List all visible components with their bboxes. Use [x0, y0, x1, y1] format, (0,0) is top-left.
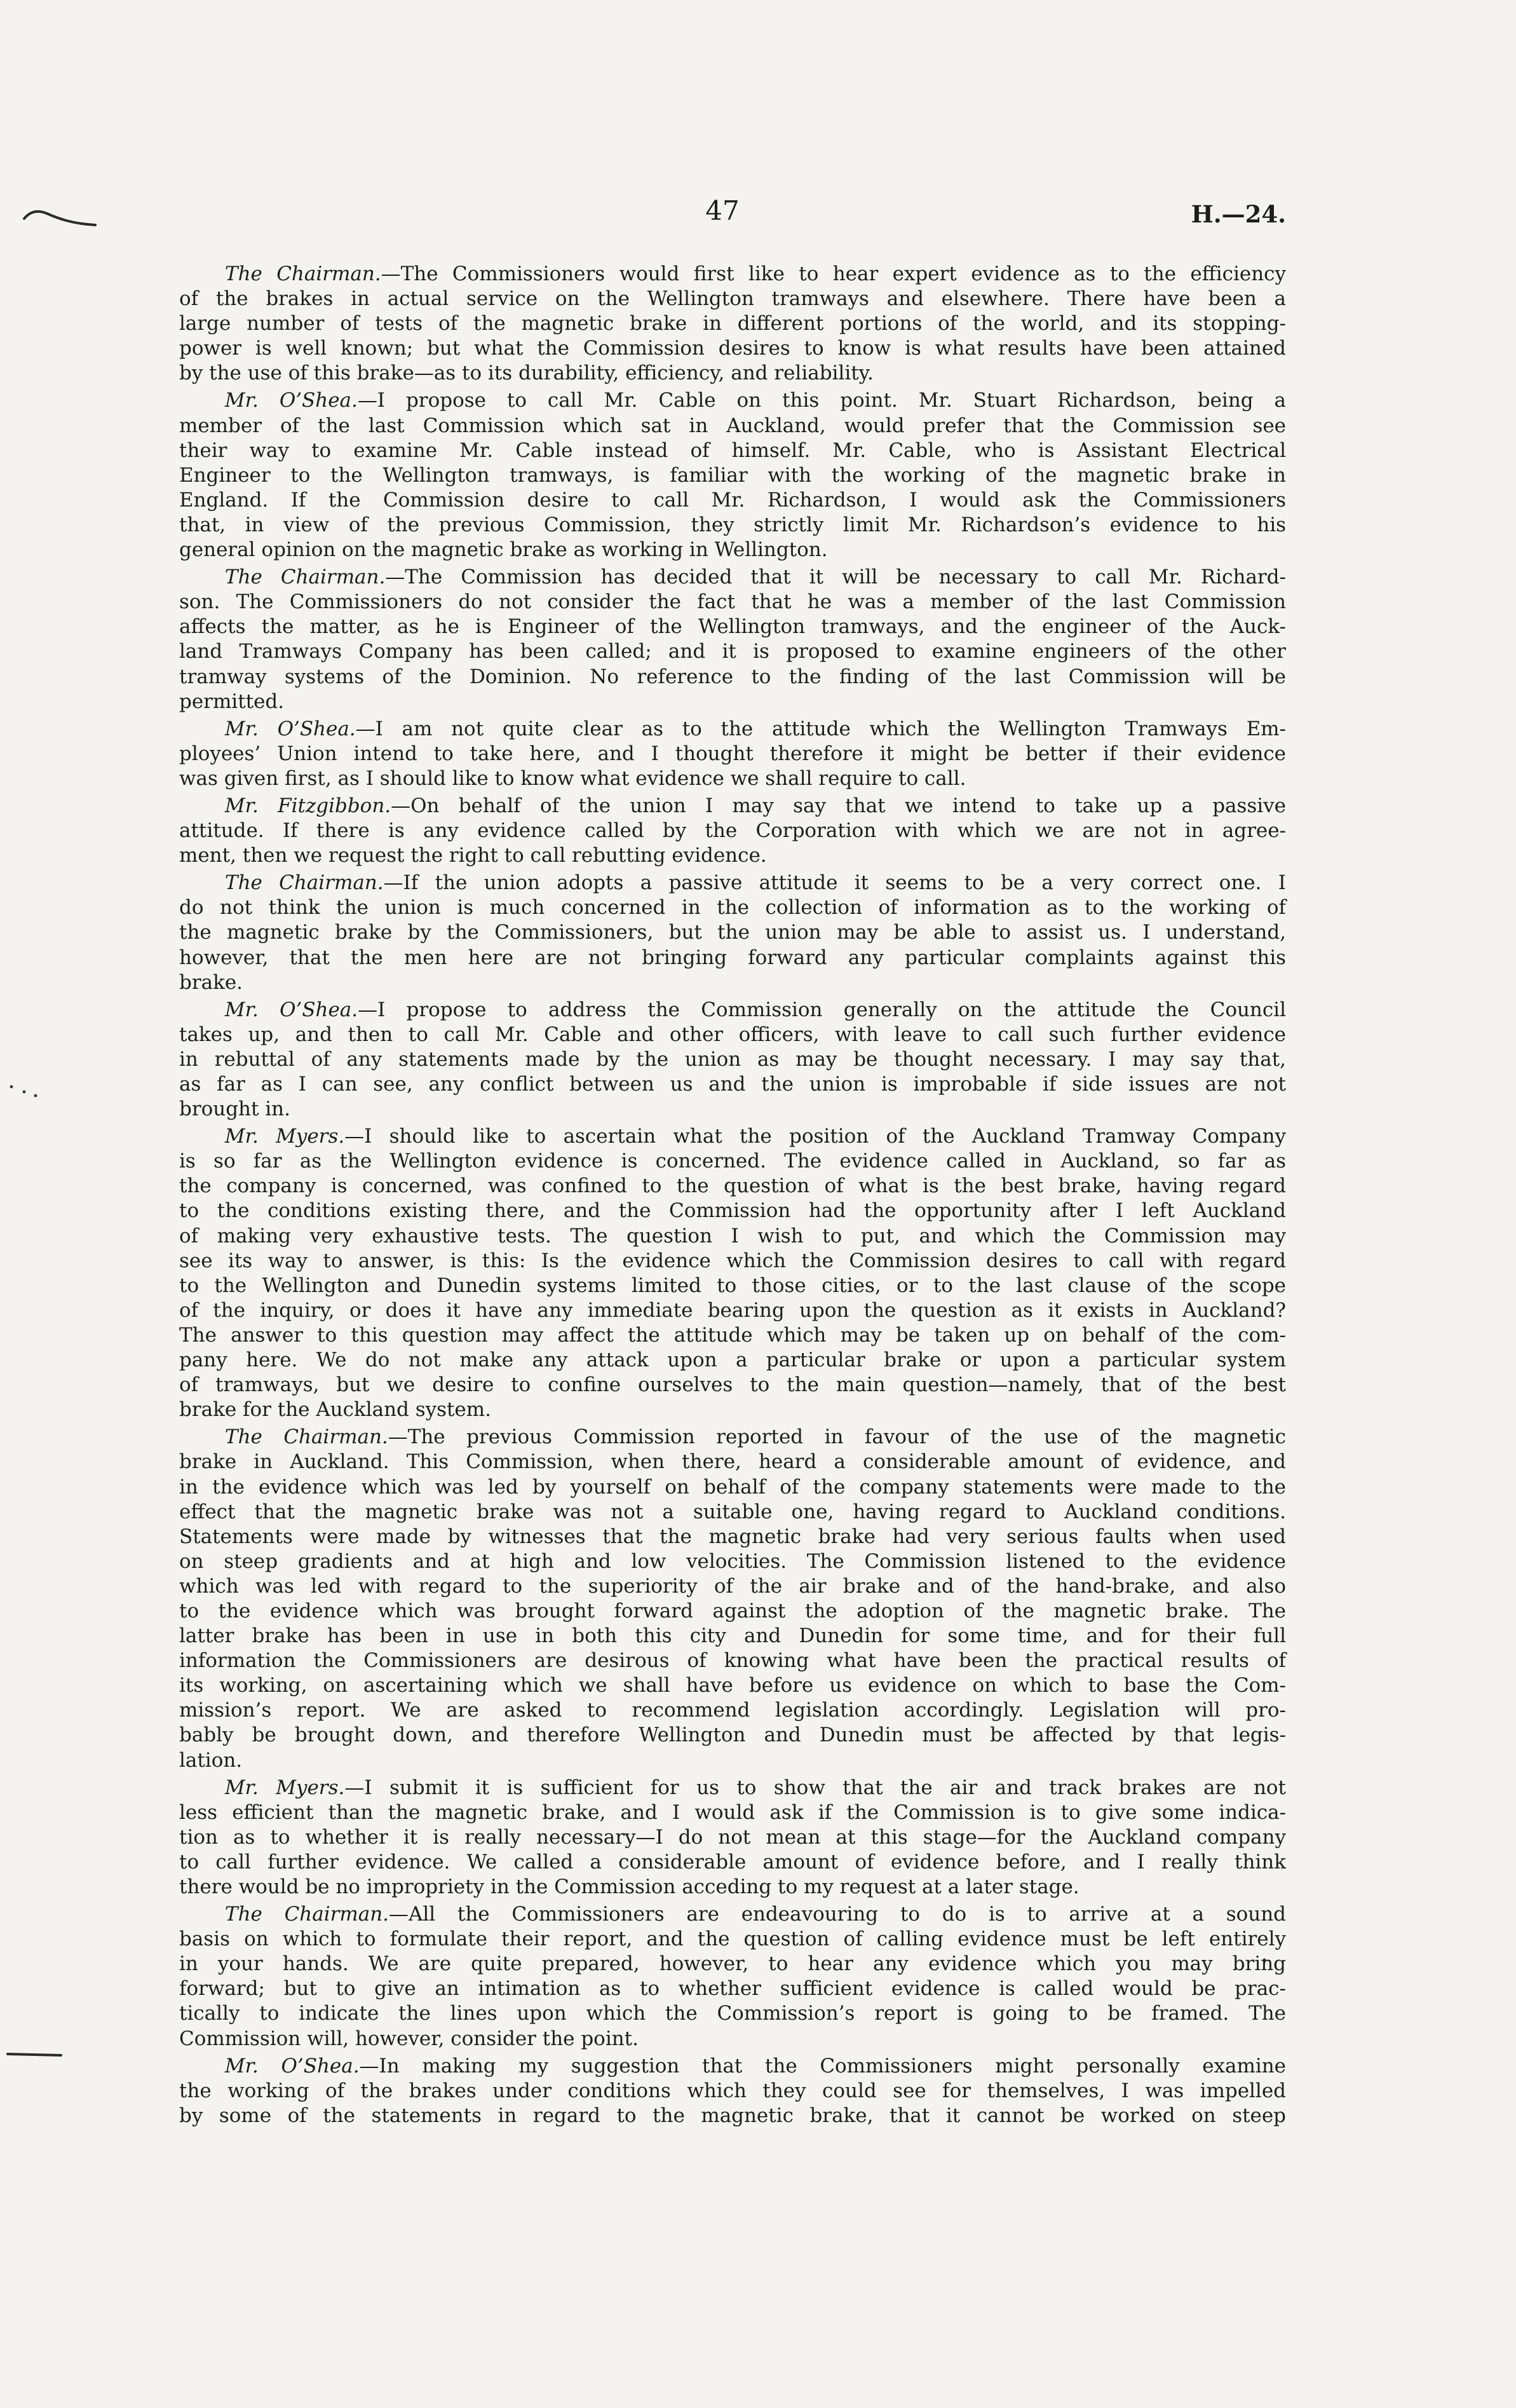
- text-line: large number of tests of the magnetic brake in different portions of the world, and its stopping-: [179, 312, 1286, 336]
- text-line: by the use of this brake—as to its durability, efficiency, and reliability.: [179, 362, 874, 385]
- text-line: land Tramways Company has been called; and it is proposed to examine engineers of the other: [179, 640, 1286, 663]
- text-line: England. If the Commission desire to call Mr. Richardson, I would ask the Commissioners: [179, 488, 1286, 512]
- text-line: less efficient than the magnetic brake, and I would ask if the Commission is to give some indica-: [179, 1800, 1286, 1824]
- speech-paragraph: [179, 565, 1286, 714]
- text-line: son. The Commissioners do not consider the fact that he was a member of the last Commission: [179, 590, 1286, 614]
- line-text: —I propose to address the Commission generally on the attitude the Council: [358, 998, 1286, 1021]
- line-text: —On behalf of the union I may say that we intend to take up a passive: [391, 794, 1286, 817]
- speaker-name: Mr. Myers.: [224, 1125, 345, 1148]
- speech-paragraph: [179, 262, 1286, 386]
- text-line: [179, 388, 1286, 413]
- text-line: to the evidence which was brought forward against the adoption of the magnetic brake. The: [179, 1599, 1286, 1622]
- speaker-name: Mr. Fitzgibbon.: [224, 794, 391, 817]
- text-line: of the brakes in actual service on the Wellington tramways and elsewhere. There have been a: [179, 287, 1286, 311]
- text-line: information the Commissioners are desirous of knowing what have been the practical results of: [179, 1649, 1286, 1673]
- speech-paragraph: [179, 2054, 1286, 2128]
- speaker-name: The Chairman.: [224, 262, 381, 285]
- text-line: Statements were made by witnesses that the magnetic brake had very serious faults when used: [179, 1525, 1286, 1548]
- text-line: pany here. We do not make any attack upon a particular brake or upon a particular system: [179, 1349, 1286, 1372]
- text-line: brake in Auckland. This Commission, when there, heard a considerable amount of evidence, and: [179, 1450, 1286, 1474]
- speaker-name: Mr. O’Shea.: [224, 389, 358, 412]
- text-line: [179, 262, 1286, 287]
- text-line: Engineer to the Wellington tramways, is familiar with the working of the magnetic brake in: [179, 463, 1286, 487]
- text-line: in the evidence which was led by yourself on behalf of the company statements were made to the: [179, 1475, 1286, 1499]
- text-line: forward; but to give an intimation as to whether sufficient evidence is called would be prac-: [179, 1977, 1286, 2001]
- text-line: basis on which to formulate their report, and the question of calling evidence must be left entirely: [179, 1928, 1286, 1951]
- text-line: The answer to this question may affect the attitude which may be taken up on behalf of the com-: [179, 1323, 1286, 1347]
- text-line: affects the matter, as he is Engineer of the Wellington tramways, and the engineer of the Auck-: [179, 615, 1286, 639]
- text-line: tically to indicate the lines upon which the Commission’s report is going to be framed. The: [179, 2002, 1286, 2025]
- speech-paragraph: [179, 388, 1286, 562]
- speech-paragraph: [179, 1776, 1286, 1900]
- speaker-name: Mr. O’Shea.: [224, 2054, 360, 2078]
- text-line: see its way to answer, is this: Is the evidence which the Commission desires to call with regard: [179, 1249, 1286, 1272]
- text-line: [179, 2054, 1286, 2079]
- text-line: in your hands. We are quite prepared, however, to hear any evidence which you may bring: [179, 1952, 1286, 1976]
- text-line: lation.: [179, 1748, 243, 1772]
- margin-mark: [5, 1080, 43, 1106]
- speaker-name: The Chairman.: [224, 871, 384, 895]
- text-line: to call further evidence. We called a considerable amount of evidence before, and I really think: [179, 1850, 1286, 1874]
- text-line: [179, 794, 1286, 819]
- speech-paragraph: [179, 1425, 1286, 1772]
- speech-paragraph: [179, 998, 1286, 1122]
- text-line: brought in.: [179, 1098, 290, 1121]
- text-line: [179, 1425, 1286, 1450]
- text-line: by some of the statements in regard to the magnetic brake, that it cannot be worked on steep: [179, 2104, 1286, 2127]
- text-line: their way to examine Mr. Cable instead of himself. Mr. Cable, who is Assistant Electrical: [179, 439, 1286, 462]
- margin-mark: [22, 202, 98, 234]
- line-text: —The Commission has decided that it will be necessary to call Mr. Richard-: [385, 566, 1286, 589]
- text-line: permitted.: [179, 690, 285, 713]
- text-line: to the Wellington and Dunedin systems limited to those cities, or to the last clause of the scope: [179, 1274, 1286, 1297]
- text-line: ployees’ Union intend to take here, and I thought therefore it might be better if their evidence: [179, 742, 1286, 765]
- line-text: —I propose to call Mr. Cable on this point. Mr. Stuart Richardson, being a: [357, 389, 1287, 412]
- text-line: [179, 1776, 1286, 1800]
- text-line: the working of the brakes under conditions which they could see for themselves, I was impelled: [179, 2079, 1286, 2102]
- text-line: is so far as the Wellington evidence is concerned. The evidence called in Auckland, so far as: [179, 1150, 1286, 1173]
- speaker-name: Mr. O’Shea.: [224, 998, 358, 1021]
- text-line: tion as to whether it is really necessary—I do not mean at this stage—for the Auckland company: [179, 1825, 1286, 1849]
- text-line: do not think the union is much concerned in the collection of information as to the working of: [179, 896, 1286, 920]
- text-line: takes up, and then to call Mr. Cable and other officers, with leave to call such further evidence: [179, 1023, 1286, 1046]
- text-line: of tramways, but we desire to confine ourselves to the main question—namely, that of the best: [179, 1373, 1286, 1397]
- line-text: —I should like to ascertain what the position of the Auckland Tramway Company: [344, 1125, 1287, 1148]
- text-line: which was led with regard to the superiority of the air brake and of the hand-brake, and also: [179, 1574, 1286, 1598]
- speaker-name: The Chairman.: [224, 1903, 389, 1926]
- text-line: power is well known; but what the Commission desires to know is what results have been attained: [179, 337, 1286, 360]
- margin-mark: [6, 2048, 64, 2060]
- text-line: of making very exhaustive tests. The question I wish to put, and which the Commission may: [179, 1224, 1286, 1248]
- speech-paragraph: [179, 717, 1286, 791]
- line-text: —All the Commissioners are endeavouring to do is to arrive at a sound: [389, 1903, 1286, 1926]
- text-line: ment, then we request the right to call rebutting evidence.: [179, 844, 767, 867]
- text-line: brake.: [179, 970, 243, 994]
- line-text: —The previous Commission reported in favour of the use of the magnetic: [388, 1425, 1286, 1449]
- speech-paragraph: [179, 794, 1286, 868]
- text-line: the magnetic brake by the Commissioners, but the union may be able to assist us. I understand,: [179, 921, 1286, 944]
- text-line: the company is concerned, was confined to the question of what is the best brake, having regard: [179, 1174, 1286, 1198]
- line-text: —If the union adopts a passive attitude it seems to be a very correct one. I: [383, 871, 1286, 895]
- speaker-name: The Chairman.: [224, 566, 386, 589]
- line-text: —In making my suggestion that the Commissioners might personally examine: [359, 2054, 1286, 2078]
- text-line: [179, 998, 1286, 1023]
- text-line: [179, 565, 1286, 590]
- speaker-name: Mr. O’Shea.: [224, 717, 356, 740]
- document-body: [179, 262, 1286, 2128]
- text-line: brake for the Auckland system.: [179, 1398, 491, 1422]
- text-line: of the inquiry, or does it have any immediate bearing upon the question as it exists in Auckland?: [179, 1298, 1286, 1322]
- text-line: bably be brought down, and therefore Wellington and Dunedin must be affected by that legis-: [179, 1724, 1286, 1747]
- speech-paragraph: [179, 871, 1286, 995]
- text-line: as far as I can see, any conflict between us and the union is improbable if side issues are not: [179, 1073, 1286, 1096]
- text-line: effect that the magnetic brake was not a suitable one, having regard to Auckland conditions.: [179, 1500, 1286, 1523]
- document-reference: H.—24.: [1191, 200, 1286, 228]
- text-line: however, that the men here are not bringing forward any particular complaints against this: [179, 946, 1286, 969]
- text-line: [179, 1124, 1286, 1149]
- text-line: to the conditions existing there, and the Commission had the opportunity after I left Auckland: [179, 1199, 1286, 1223]
- text-line: its working, on ascertaining which we shall have before us evidence on which to base the Com-: [179, 1674, 1286, 1697]
- text-line: on steep gradients and at high and low velocities. The Commission listened to the evidence: [179, 1549, 1286, 1573]
- text-line: attitude. If there is any evidence called by the Corporation with which we are not in agree-: [179, 819, 1286, 843]
- text-line: member of the last Commission which sat in Auckland, would prefer that the Commission see: [179, 414, 1286, 437]
- text-line: latter brake has been in use in both this city and Dunedin for some time, and for their full: [179, 1624, 1286, 1648]
- line-text: —I am not quite clear as to the attitude which the Wellington Tramways Em-: [355, 717, 1287, 740]
- text-line: there would be no impropriety in the Commission acceding to my request at a later stage.: [179, 1875, 1079, 1898]
- text-line: mission’s report. We are asked to recommend legislation accordingly. Legislation will pro-: [179, 1699, 1286, 1722]
- text-line: that, in view of the previous Commission, they strictly limit Mr. Richardson’s evidence to his: [179, 513, 1286, 536]
- text-line: general opinion on the magnetic brake as working in Wellington.: [179, 538, 828, 562]
- text-line: [179, 717, 1286, 742]
- text-line: tramway systems of the Dominion. No reference to the finding of the last Commission will be: [179, 665, 1286, 688]
- text-line: was given first, as I should like to know what evidence we shall require to call.: [179, 766, 966, 790]
- line-text: —The Commissioners would first like to hear expert evidence as to the efficiency: [381, 262, 1287, 285]
- page-number: 47: [705, 195, 740, 226]
- text-line: Commission will, however, consider the point.: [179, 2027, 639, 2050]
- text-line: [179, 871, 1286, 895]
- speech-paragraph: [179, 1902, 1286, 2051]
- text-line: [179, 1902, 1286, 1927]
- speaker-name: Mr. Myers.: [224, 1776, 345, 1799]
- text-line: in rebuttal of any statements made by the union as may be thought necessary. I may say that,: [179, 1047, 1286, 1071]
- speaker-name: The Chairman.: [224, 1425, 388, 1449]
- speech-paragraph: [179, 1124, 1286, 1422]
- line-text: —I submit it is sufficient for us to show that the air and track brakes are not: [344, 1776, 1286, 1799]
